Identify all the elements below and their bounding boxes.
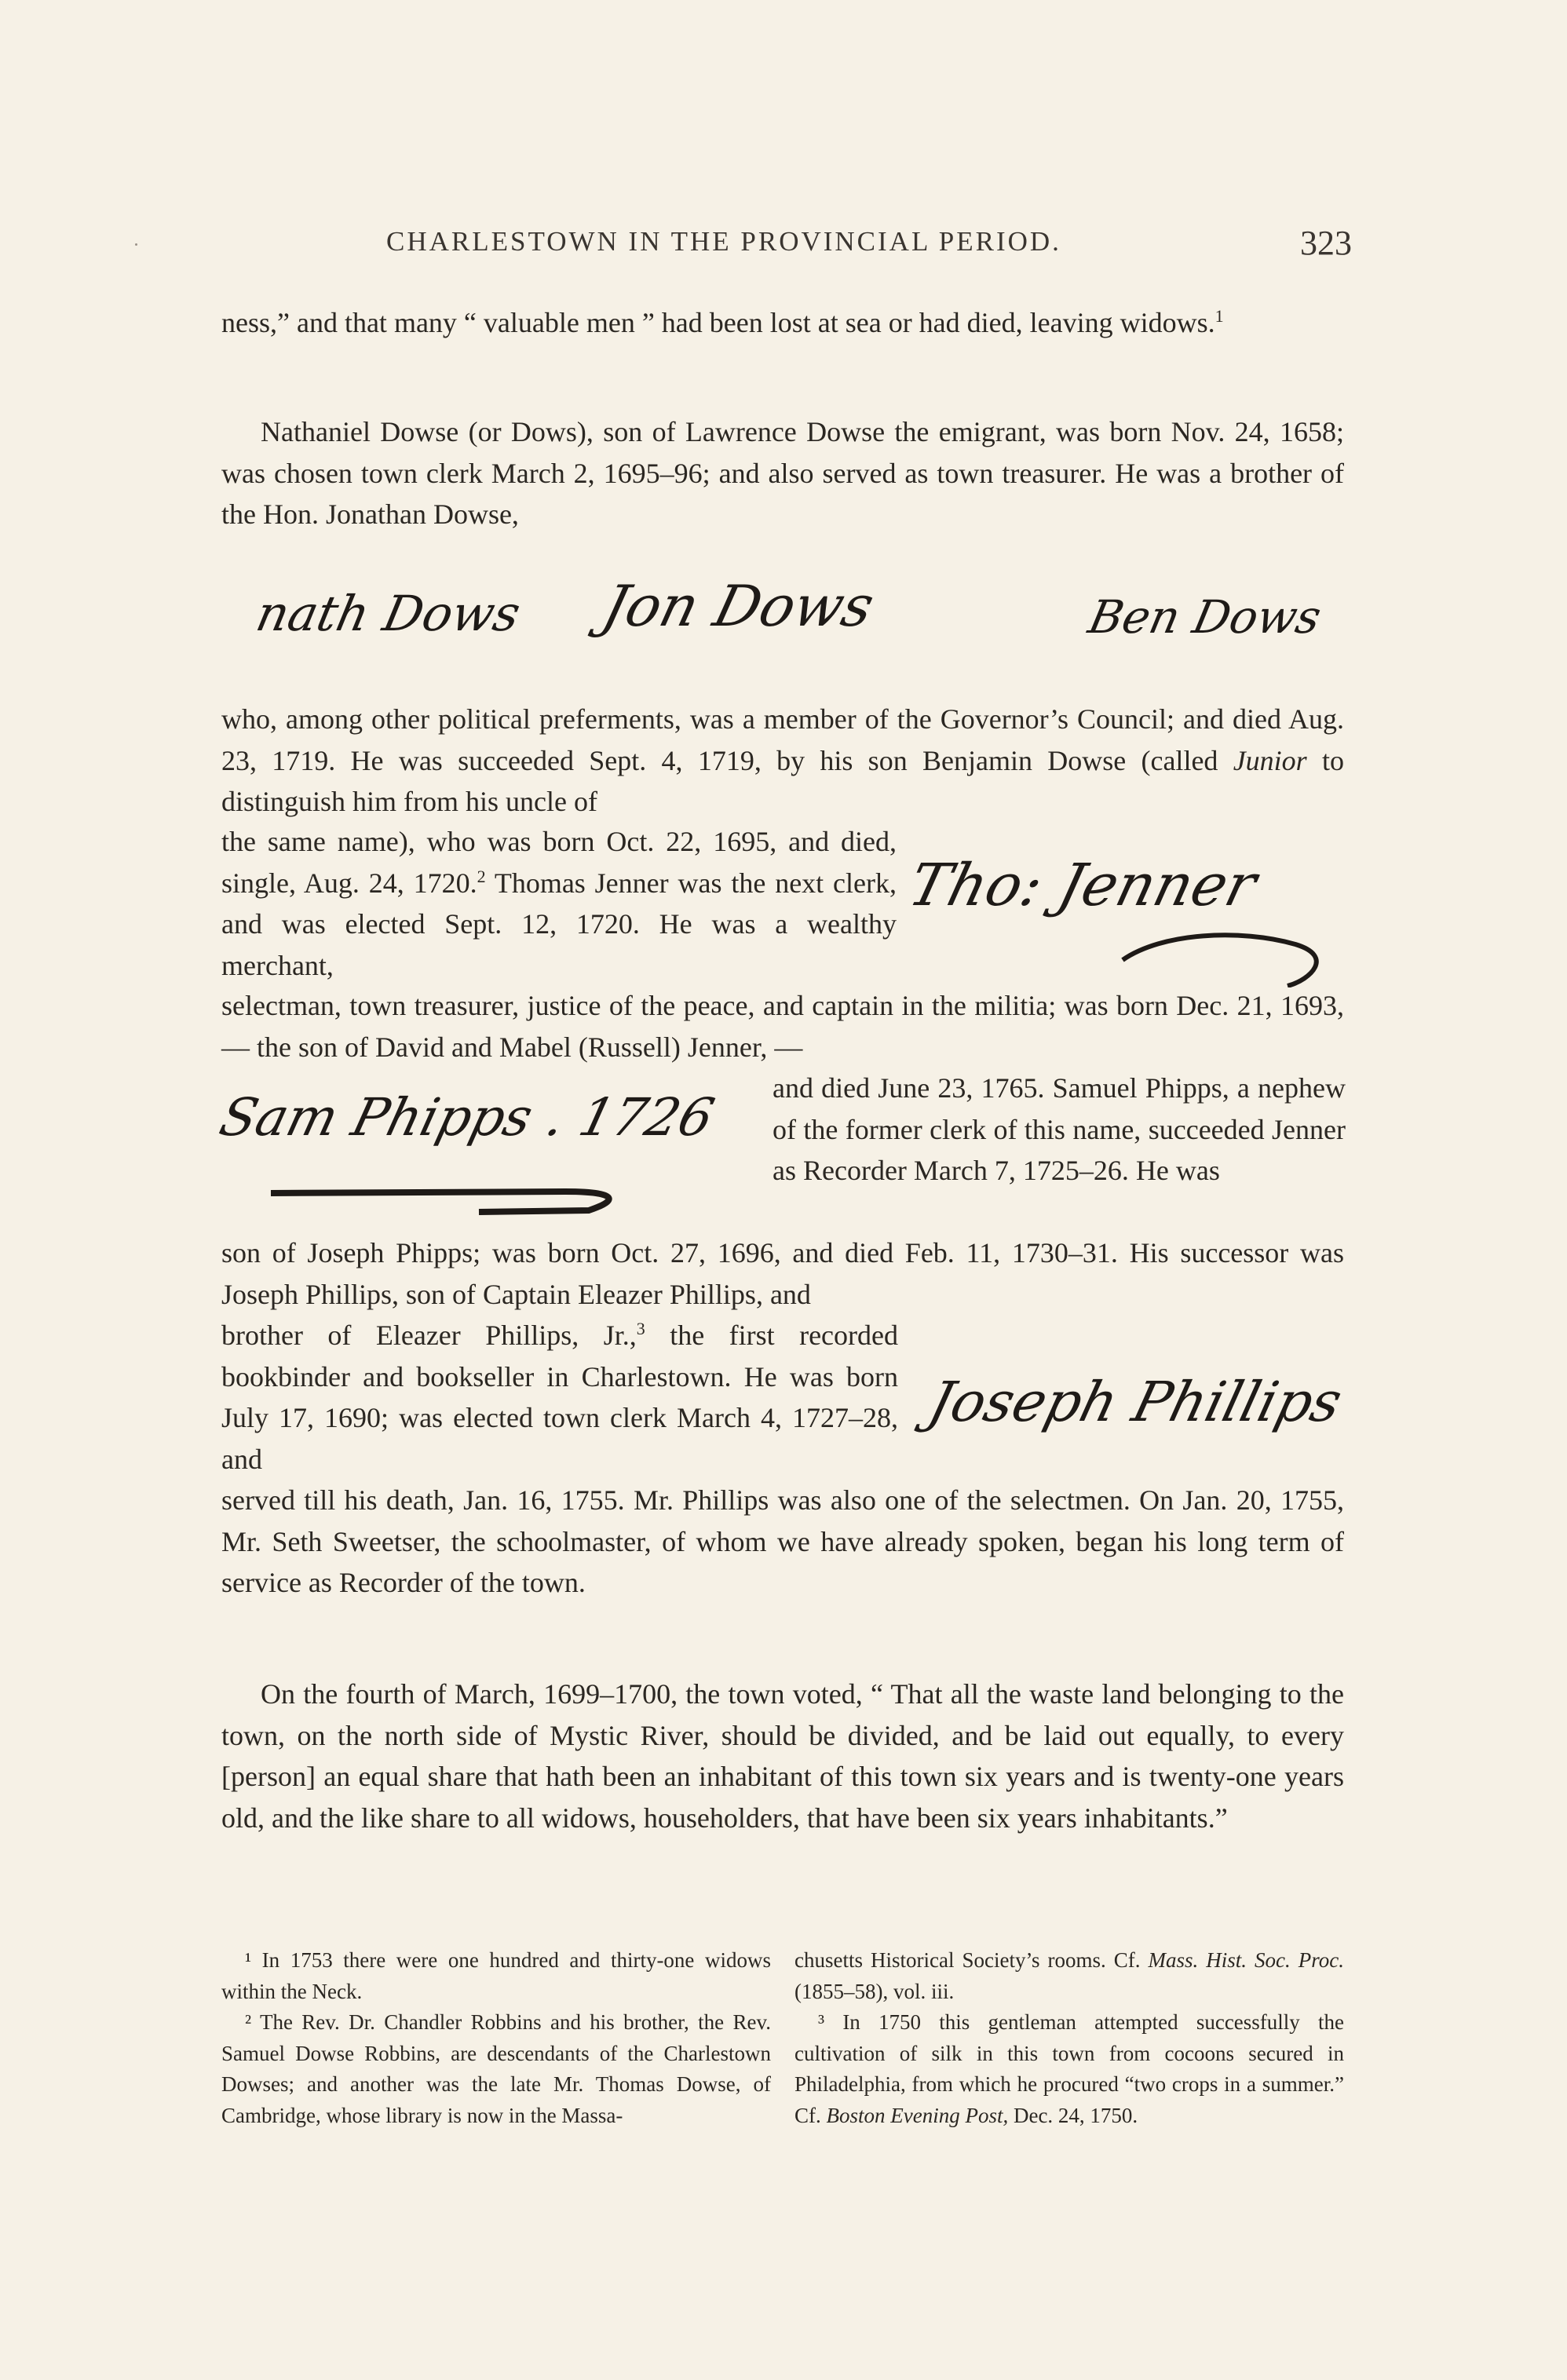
paragraph-6: and died June 23, 1765. Samuel Phipps, a nephew of the former clerk of this name, succeeded Jenner as Recorder March 7, 1725–26. He was <box>773 1072 1346 1186</box>
paragraph-9: served till his death, Jan. 16, 1755. Mr. Phillips was also one of the selectmen. On Jan. 20, 1755, Mr. Seth Sweetser, the schoolmaster, of whom we have already spoken, began his long term of service as Recorder of the town. <box>221 1484 1344 1598</box>
page-number: 323 <box>1300 224 1352 262</box>
signature-flourish-jenner <box>1115 925 1342 987</box>
paragraph-5: selectman, town treasurer, justice of the peace, and captain in the militia; was born Dec. 21, 1693, — the son of David and Mabel (Russell) Jenner, — <box>221 990 1344 1063</box>
paragraph-1: ness,” and that many “ valuable men ” had been lost at sea or had died, leaving widows.$^1$ <box>221 306 1224 338</box>
italic-junior: Junior <box>1233 744 1307 776</box>
footnote-2-cont: chusetts Historical Society’s rooms. Cf. Mass. Hist. Soc. Proc. (1855–58), vol. iii. <box>794 1948 1345 2003</box>
signature-tho-jenner: Tho: Jenner <box>902 852 1263 919</box>
paragraph-8: brother of Eleazer Phillips, Jr.,$^3$ the first recorded bookbinder and bookseller in Charlestown. He was born July 17, 1690; was elected town clerk March 4, 1727–28, and <box>221 1319 899 1475</box>
paragraph-10: On the fourth of March, 1699–1700, the town voted, “ That all the waste land belonging to the town, on the north side of Mystic River, should be divided, and be laid out equally, to every [person] an equal share that hath been an inhabitant of this town six years and is twenty-one years old, and the like share to all widows, householders, that have been six years inhabitants.” <box>221 1678 1344 1834</box>
signature-flourish-phipps <box>267 1177 644 1217</box>
page-header <box>221 223 1352 270</box>
paragraph-7: son of Joseph Phipps; was born Oct. 27, 1696, and died Feb. 11, 1730–31. His successor was Joseph Phillips, son of Captain Eleazer Phillips, and <box>221 1237 1344 1310</box>
signature-jon-dows: Jon Dows <box>596 573 881 639</box>
signature-joseph-phillips: Joseph Phillips <box>922 1370 1349 1434</box>
signature-sam-phipps: Sam Phipps . 1726 <box>214 1087 721 1148</box>
footnote-ref-3: 3 <box>636 1319 645 1338</box>
paragraph-3: who, among other political preferments, was a member of the Governor’s Council; and died Aug. 23, 1719. He was succeeded Sept. 4, 1719, by his son Benjamin Dowse (called Junior to distinguish him from his uncle of <box>221 703 1344 817</box>
footnote-ref-1: 1 <box>1215 306 1224 326</box>
signature-nath-dows: nath Dows <box>251 585 526 642</box>
paragraph-4: the same name), who was born Oct. 22, 1695, and died, single, Aug. 24, 1720.$^2$ Thomas Jenner was the next clerk, and was elected Sept. 12, 1720. He was a wealthy merchant, <box>221 826 897 981</box>
running-title: CHARLESTOWN IN THE PROVINCIAL PERIOD. <box>386 226 1061 257</box>
paragraph-2: Nathaniel Dowse (or Dows), son of Lawrence Dowse the emigrant, was born Nov. 24, 1658; was chosen town clerk March 2, 1695–96; and also served as town treasurer. He was a brother of the Hon. Jonathan Dowse, <box>221 416 1344 530</box>
footnote-2: ² The Rev. Dr. Chandler Robbins and his brother, the Rev. Samuel Dowse Robbins, are descendants of the Charlestown Dowses; and another was the late Mr. Thomas Dowse, of Cambridge, whose library is now in the Massa- <box>221 2010 771 2127</box>
footnote-3: ³ In 1750 this gentleman attempted successfully the cultivation of silk in this town from cocoons secured in Philadelphia, from which he procured “two crops in a summer.” Cf. Boston Evening Post, Dec. 24, 1750. <box>794 2010 1344 2127</box>
footnote-ref-2: 2 <box>477 866 486 886</box>
signature-ben-dows: Ben Dows <box>1083 590 1326 644</box>
speck <box>135 243 137 246</box>
footnote-1: ¹ In 1753 there were one hundred and thirty-one widows within the Neck. <box>221 1948 771 2003</box>
